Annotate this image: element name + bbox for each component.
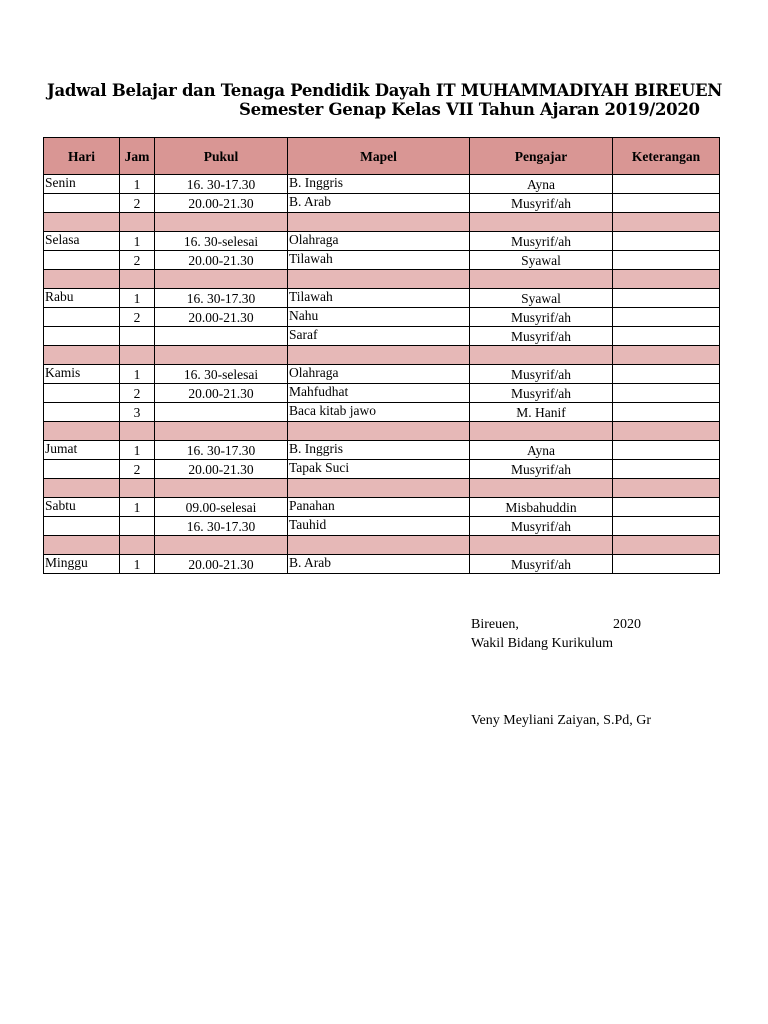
cell-pukul: 09.00-selesai bbox=[155, 498, 288, 517]
separator-cell bbox=[288, 536, 470, 555]
separator-cell bbox=[470, 270, 613, 289]
cell-hari bbox=[44, 460, 120, 479]
cell-pukul bbox=[155, 327, 288, 346]
separator-cell bbox=[120, 479, 155, 498]
cell-mapel: Saraf bbox=[288, 327, 470, 346]
cell-pukul: 20.00-21.30 bbox=[155, 194, 288, 213]
table-row bbox=[44, 441, 720, 460]
cell-keterangan bbox=[613, 232, 720, 251]
cell-pukul bbox=[155, 403, 288, 422]
cell-mapel: Nahu bbox=[288, 308, 470, 327]
separator-cell bbox=[120, 536, 155, 555]
separator-row bbox=[44, 270, 720, 289]
cell-keterangan bbox=[613, 441, 720, 460]
cell-pengajar: Musyrif/ah bbox=[470, 365, 613, 384]
cell-mapel: Olahraga bbox=[288, 365, 470, 384]
table-row bbox=[44, 308, 720, 327]
cell-mapel: Baca kitab jawo bbox=[288, 403, 470, 422]
cell-pukul: 20.00-21.30 bbox=[155, 308, 288, 327]
cell-pukul: 20.00-21.30 bbox=[155, 384, 288, 403]
table-row bbox=[44, 327, 720, 346]
cell-mapel: Olahraga bbox=[288, 232, 470, 251]
cell-keterangan bbox=[613, 175, 720, 194]
header-mapel: Mapel bbox=[288, 138, 470, 175]
cell-keterangan bbox=[613, 251, 720, 270]
table-row bbox=[44, 289, 720, 308]
separator-cell bbox=[288, 270, 470, 289]
cell-pukul: 20.00-21.30 bbox=[155, 555, 288, 574]
cell-jam bbox=[120, 517, 155, 536]
cell-jam: 1 bbox=[120, 555, 155, 574]
separator-row bbox=[44, 213, 720, 232]
cell-hari: Minggu bbox=[44, 555, 120, 574]
footer-signatory: Veny Meyliani Zaiyan, S.Pd, Gr bbox=[471, 713, 652, 728]
cell-keterangan bbox=[613, 384, 720, 403]
header-keterangan: Keterangan bbox=[613, 138, 720, 175]
cell-keterangan bbox=[613, 289, 720, 308]
cell-pukul: 16. 30-17.30 bbox=[155, 517, 288, 536]
separator-cell bbox=[613, 213, 720, 232]
cell-jam: 3 bbox=[120, 403, 155, 422]
separator-cell bbox=[288, 213, 470, 232]
cell-mapel: B. Inggris bbox=[288, 441, 470, 460]
separator-cell bbox=[470, 422, 613, 441]
schedule-table bbox=[43, 137, 720, 574]
table-row bbox=[44, 384, 720, 403]
cell-mapel: Tapak Suci bbox=[288, 460, 470, 479]
cell-pengajar: M. Hanif bbox=[470, 403, 613, 422]
cell-mapel: B. Arab bbox=[288, 555, 470, 574]
cell-jam: 1 bbox=[120, 498, 155, 517]
cell-mapel: B. Arab bbox=[288, 194, 470, 213]
cell-pukul: 20.00-21.30 bbox=[155, 460, 288, 479]
separator-cell bbox=[613, 479, 720, 498]
table-row bbox=[44, 403, 720, 422]
separator-cell bbox=[155, 422, 288, 441]
header-pengajar: Pengajar bbox=[470, 138, 613, 175]
separator-row bbox=[44, 479, 720, 498]
cell-keterangan bbox=[613, 555, 720, 574]
header-hari: Hari bbox=[44, 138, 120, 175]
separator-cell bbox=[155, 270, 288, 289]
document-title: Jadwal Belajar dan Tenaga Pendidik Dayah IT MUHAMMADIYAH BIREUEN bbox=[47, 81, 723, 100]
cell-keterangan bbox=[613, 327, 720, 346]
header-jam: Jam bbox=[120, 138, 155, 175]
cell-pengajar: Musyrif/ah bbox=[470, 555, 613, 574]
cell-pengajar: Musyrif/ah bbox=[470, 384, 613, 403]
separator-cell bbox=[155, 213, 288, 232]
cell-jam: 1 bbox=[120, 365, 155, 384]
cell-hari bbox=[44, 308, 120, 327]
cell-jam bbox=[120, 327, 155, 346]
cell-jam: 1 bbox=[120, 441, 155, 460]
cell-jam: 1 bbox=[120, 175, 155, 194]
separator-cell bbox=[470, 346, 613, 365]
header-pukul: Pukul bbox=[155, 138, 288, 175]
separator-cell bbox=[613, 270, 720, 289]
separator-cell bbox=[470, 479, 613, 498]
cell-hari bbox=[44, 384, 120, 403]
separator-row bbox=[44, 346, 720, 365]
cell-mapel: Panahan bbox=[288, 498, 470, 517]
separator-row bbox=[44, 422, 720, 441]
separator-cell bbox=[155, 536, 288, 555]
table-row bbox=[44, 365, 720, 384]
separator-cell bbox=[155, 479, 288, 498]
table-row bbox=[44, 251, 720, 270]
cell-jam: 2 bbox=[120, 384, 155, 403]
cell-hari bbox=[44, 327, 120, 346]
footer-place: Bireuen, bbox=[471, 617, 519, 632]
cell-mapel: Tilawah bbox=[288, 289, 470, 308]
cell-keterangan bbox=[613, 308, 720, 327]
cell-hari: Sabtu bbox=[44, 498, 120, 517]
cell-pengajar: Musyrif/ah bbox=[470, 517, 613, 536]
cell-mapel: B. Inggris bbox=[288, 175, 470, 194]
separator-cell bbox=[44, 346, 120, 365]
table-row bbox=[44, 232, 720, 251]
separator-cell bbox=[120, 346, 155, 365]
cell-mapel: Tauhid bbox=[288, 517, 470, 536]
cell-pengajar: Misbahuddin bbox=[470, 498, 613, 517]
cell-jam: 1 bbox=[120, 232, 155, 251]
cell-pukul: 16. 30-17.30 bbox=[155, 289, 288, 308]
cell-pukul: 16. 30-17.30 bbox=[155, 441, 288, 460]
footer-year: 2020 bbox=[613, 617, 641, 632]
separator-cell bbox=[44, 213, 120, 232]
cell-hari bbox=[44, 403, 120, 422]
separator-cell bbox=[288, 422, 470, 441]
cell-keterangan bbox=[613, 365, 720, 384]
table-row bbox=[44, 460, 720, 479]
separator-row bbox=[44, 536, 720, 555]
separator-cell bbox=[44, 536, 120, 555]
cell-pengajar: Ayna bbox=[470, 175, 613, 194]
cell-hari bbox=[44, 194, 120, 213]
cell-jam: 1 bbox=[120, 289, 155, 308]
table-row bbox=[44, 555, 720, 574]
cell-keterangan bbox=[613, 403, 720, 422]
cell-pukul: 16. 30-selesai bbox=[155, 232, 288, 251]
cell-pengajar: Musyrif/ah bbox=[470, 460, 613, 479]
cell-hari: Rabu bbox=[44, 289, 120, 308]
separator-cell bbox=[613, 422, 720, 441]
cell-keterangan bbox=[613, 498, 720, 517]
separator-cell bbox=[155, 346, 288, 365]
cell-pukul: 16. 30-selesai bbox=[155, 365, 288, 384]
separator-cell bbox=[120, 270, 155, 289]
cell-pengajar: Musyrif/ah bbox=[470, 308, 613, 327]
document-subtitle: Semester Genap Kelas VII Tahun Ajaran 2019/2020 bbox=[239, 100, 700, 119]
separator-cell bbox=[288, 346, 470, 365]
cell-pengajar: Musyrif/ah bbox=[470, 194, 613, 213]
separator-cell bbox=[613, 346, 720, 365]
table-header-row bbox=[44, 138, 720, 175]
cell-pengajar: Syawal bbox=[470, 289, 613, 308]
cell-pukul: 16. 30-17.30 bbox=[155, 175, 288, 194]
table-row bbox=[44, 498, 720, 517]
cell-keterangan bbox=[613, 194, 720, 213]
cell-pengajar: Musyrif/ah bbox=[470, 232, 613, 251]
cell-mapel: Mahfudhat bbox=[288, 384, 470, 403]
separator-cell bbox=[120, 213, 155, 232]
separator-cell bbox=[288, 479, 470, 498]
cell-pengajar: Syawal bbox=[470, 251, 613, 270]
table-row bbox=[44, 175, 720, 194]
footer-role: Wakil Bidang Kurikulum bbox=[471, 636, 613, 651]
separator-cell bbox=[613, 536, 720, 555]
cell-hari: Selasa bbox=[44, 232, 120, 251]
separator-cell bbox=[120, 422, 155, 441]
separator-cell bbox=[44, 422, 120, 441]
separator-cell bbox=[470, 213, 613, 232]
cell-pukul: 20.00-21.30 bbox=[155, 251, 288, 270]
cell-hari bbox=[44, 251, 120, 270]
cell-pengajar: Ayna bbox=[470, 441, 613, 460]
cell-keterangan bbox=[613, 517, 720, 536]
cell-pengajar: Musyrif/ah bbox=[470, 327, 613, 346]
cell-hari: Jumat bbox=[44, 441, 120, 460]
cell-hari: Senin bbox=[44, 175, 120, 194]
separator-cell bbox=[44, 270, 120, 289]
separator-cell bbox=[44, 479, 120, 498]
table-row bbox=[44, 517, 720, 536]
cell-jam: 2 bbox=[120, 251, 155, 270]
cell-jam: 2 bbox=[120, 460, 155, 479]
cell-mapel: Tilawah bbox=[288, 251, 470, 270]
separator-cell bbox=[470, 536, 613, 555]
schedule-body bbox=[44, 175, 720, 574]
cell-jam: 2 bbox=[120, 308, 155, 327]
cell-jam: 2 bbox=[120, 194, 155, 213]
cell-hari bbox=[44, 517, 120, 536]
table-row bbox=[44, 194, 720, 213]
cell-keterangan bbox=[613, 460, 720, 479]
cell-hari: Kamis bbox=[44, 365, 120, 384]
